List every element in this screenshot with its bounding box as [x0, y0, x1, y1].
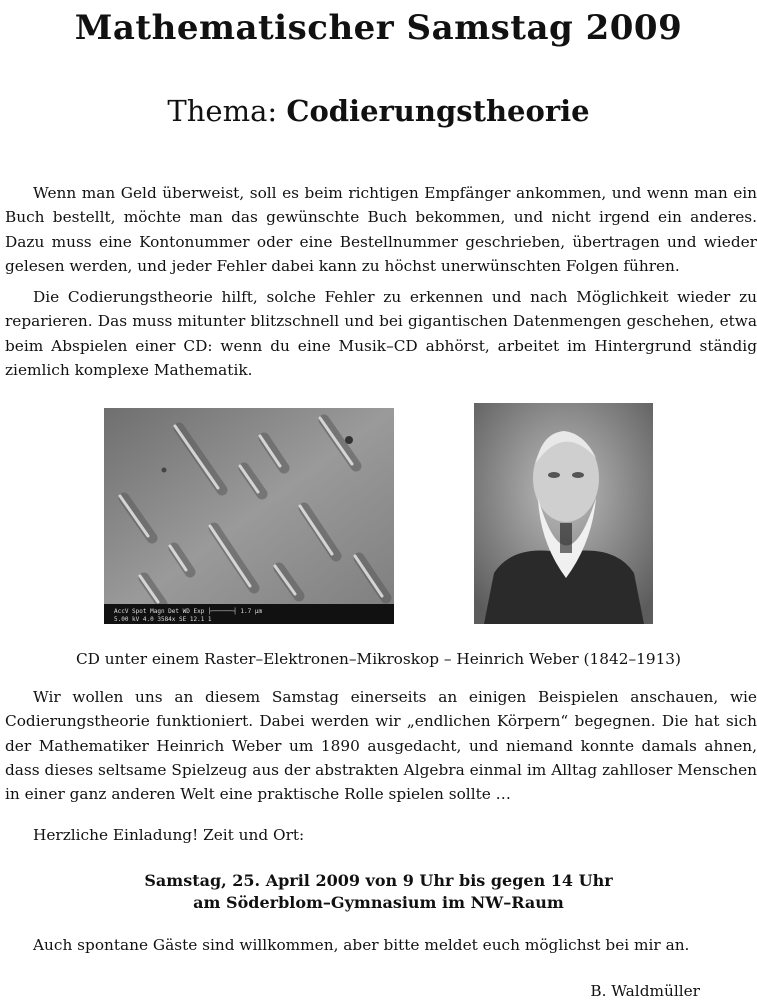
coding-theory-paragraph: Die Codierungstheorie hilft, solche Fehler zu erkennen und nach Möglichkeit wieder zu reparieren. Das muss mitunter blitzschnell und bei gigantischen Datenmengen geschehen, etwa beim Abspielen einer CD: wenn du eine Musik–CD abhörst, arbeitet im Hintergrund ständig ziemlich komplexe Mathematik. — [5, 288, 757, 379]
signature: B. Waldmüller — [590, 982, 700, 1000]
sem-databar-values: 5.00 kV 4.0 3584x SE 12.1 1 — [114, 616, 212, 623]
heinrich-weber-portrait — [474, 403, 653, 624]
page-title: Mathematischer Samstag 2009 — [74, 8, 683, 48]
event-details — [0, 870, 757, 914]
subtitle-label: Thema: — [167, 94, 278, 128]
event-place: am Söderblom–Gymnasium im NW–Raum — [193, 893, 564, 912]
event-date: Samstag, 25. April 2009 von 9 Uhr bis gegen 14 Uhr — [144, 871, 613, 890]
page-subtitle — [0, 94, 757, 128]
weber-paragraph: Wir wollen uns an diesem Samstag einerseits an einigen Beispielen anschauen, wie Codierungstheorie funktioniert. Dabei werden wir „endlichen Körpern“ begegnen. Die hat sich der Mathematiker Heinrich Weber um 1890 ausgedacht, und niemand konnte damals ahnen, dass dieses seltsame Spielzeug aus der abstrakten Algebra einmal im Alltag zahlloser Menschen in einer ganz anderen Welt eine praktische Rolle spielen sollte … — [5, 688, 757, 804]
figure-caption: CD unter einem Raster–Elektronen–Mikroskop – Heinrich Weber (1842–1913) — [75, 650, 682, 668]
subtitle-topic: Codierungstheorie — [286, 94, 590, 128]
sem-databar: AccV Spot Magn Det WD Exp ├──────┤ 1.7 µm — [114, 608, 263, 615]
cd-electron-microscope-image — [104, 408, 394, 624]
intro-paragraph: Wenn man Geld überweist, soll es beim richtigen Empfänger ankommen, und wenn man ein Buch bestellt, möchte man das gewünschte Buch bekommen, und nicht irgend ein anderes. Dazu muss eine Kontonummer oder eine Bestellnummer geschrieben, übertragen und wieder gelesen werden, und jeder Fehler dabei kann zu höchst unerwünschten Folgen führen. — [5, 184, 757, 275]
closing-line: Auch spontane Gäste sind willkommen, aber bitte meldet euch möglichst bei mir an. — [33, 936, 690, 954]
invitation-line: Herzliche Einladung! Zeit und Ort: — [33, 826, 305, 844]
